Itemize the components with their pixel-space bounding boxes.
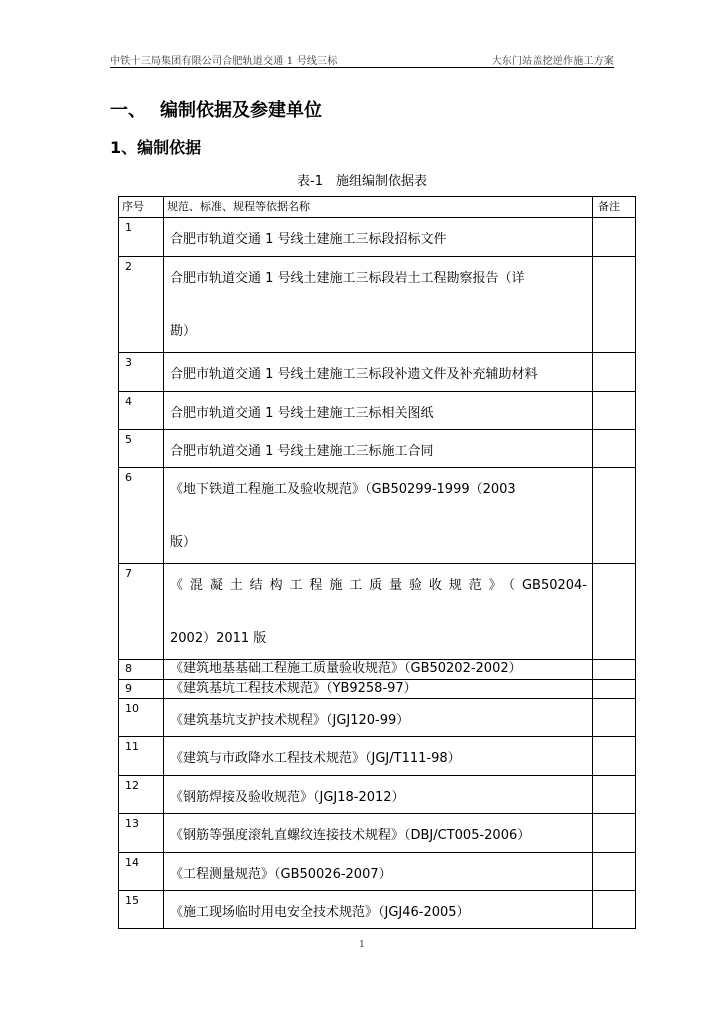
row-text: 合肥市轨道交通 1 号线土建施工三标段招标文件 <box>164 218 593 257</box>
row-text: 《钢筋焊接及验收规范》（JGJ18-2012） <box>164 776 593 814</box>
row-note <box>593 392 636 430</box>
row-text: 《地下铁道工程施工及验收规范》（GB50299-1999（2003 版） <box>164 468 593 564</box>
section-title: 编制依据及参建单位 <box>160 100 322 121</box>
header-company: 中铁十三局集团有限公司合肥轨道交通 1 号线三标 <box>110 56 338 67</box>
row-text: 《混凝土结构工程施工质量验收规范》（GB50204- 2002）2011 版 <box>164 564 593 660</box>
table-row <box>119 430 636 468</box>
row-number: 15 <box>119 891 164 929</box>
row-number: 8 <box>119 660 164 680</box>
table-row <box>119 853 636 891</box>
table-row <box>119 218 636 257</box>
table-row <box>119 776 636 814</box>
row-note <box>593 564 636 660</box>
header-document-title: 大东门站盖挖逆作施工方案 <box>491 56 614 67</box>
table-row <box>119 891 636 929</box>
row-text: 合肥市轨道交通 1 号线土建施工三标相关图纸 <box>164 392 593 430</box>
row-number: 1 <box>119 218 164 257</box>
row-note <box>593 814 636 853</box>
row-number: 10 <box>119 699 164 737</box>
table-row <box>119 564 636 660</box>
row-text: 合肥市轨道交通 1 号线土建施工三标段补遗文件及补充辅助材料 <box>164 353 593 392</box>
row-text: 《建筑与市政降水工程技术规范》（JGJ/T111-98） <box>164 737 593 776</box>
section-number: 一、 <box>110 100 146 121</box>
row-number: 4 <box>119 392 164 430</box>
row-number: 3 <box>119 353 164 392</box>
row-note <box>593 257 636 353</box>
header-divider <box>110 67 614 68</box>
table-row <box>119 392 636 430</box>
table-row <box>119 699 636 737</box>
table-row <box>119 680 636 699</box>
row-text: 《建筑基坑支护技术规程》（JGJ120-99） <box>164 699 593 737</box>
row-number: 5 <box>119 430 164 468</box>
column-header-name: 规范、标准、规程等依据名称 <box>164 197 593 218</box>
row-number: 14 <box>119 853 164 891</box>
row-note <box>593 353 636 392</box>
row-text: 《施工现场临时用电安全技术规范》（JGJ46-2005） <box>164 891 593 929</box>
table-row <box>119 660 636 680</box>
row-text: 合肥市轨道交通 1 号线土建施工三标施工合同 <box>164 430 593 468</box>
row-text: 合肥市轨道交通 1 号线土建施工三标段岩土工程勘察报告（详 勘） <box>164 257 593 353</box>
page-header <box>110 52 614 68</box>
table-row <box>119 468 636 564</box>
row-number: 11 <box>119 737 164 776</box>
table-row <box>119 814 636 853</box>
row-number: 9 <box>119 680 164 699</box>
row-note <box>593 776 636 814</box>
table-row <box>119 737 636 776</box>
row-number: 2 <box>119 257 164 353</box>
row-number: 13 <box>119 814 164 853</box>
row-note <box>593 430 636 468</box>
row-text: 《钢筋等强度滚轧直螺纹连接技术规程》（DBJ/CT005-2006） <box>164 814 593 853</box>
row-note <box>593 737 636 776</box>
row-text: 《工程测量规范》（GB50026-2007） <box>164 853 593 891</box>
row-note <box>593 218 636 257</box>
row-note <box>593 699 636 737</box>
row-note <box>593 891 636 929</box>
row-note <box>593 468 636 564</box>
table-row <box>119 257 636 353</box>
subsection-heading: 1、编制依据 <box>110 138 202 157</box>
column-header-note: 备注 <box>593 197 636 218</box>
basis-table <box>118 196 636 929</box>
row-text: 《建筑基坑工程技术规范》（YB9258-97） <box>164 680 593 699</box>
row-note <box>593 853 636 891</box>
page-number: 1 <box>359 940 365 950</box>
row-number: 12 <box>119 776 164 814</box>
table-caption: 表-1 施组编制依据表 <box>297 174 427 189</box>
section-heading <box>110 96 322 122</box>
row-note <box>593 680 636 699</box>
table-row <box>119 353 636 392</box>
row-number: 6 <box>119 468 164 564</box>
table-header-row <box>119 197 636 218</box>
row-note <box>593 660 636 680</box>
row-number: 7 <box>119 564 164 660</box>
row-text: 《建筑地基基础工程施工质量验收规范》（GB50202-2002） <box>164 660 593 680</box>
column-header-number: 序号 <box>119 197 164 218</box>
